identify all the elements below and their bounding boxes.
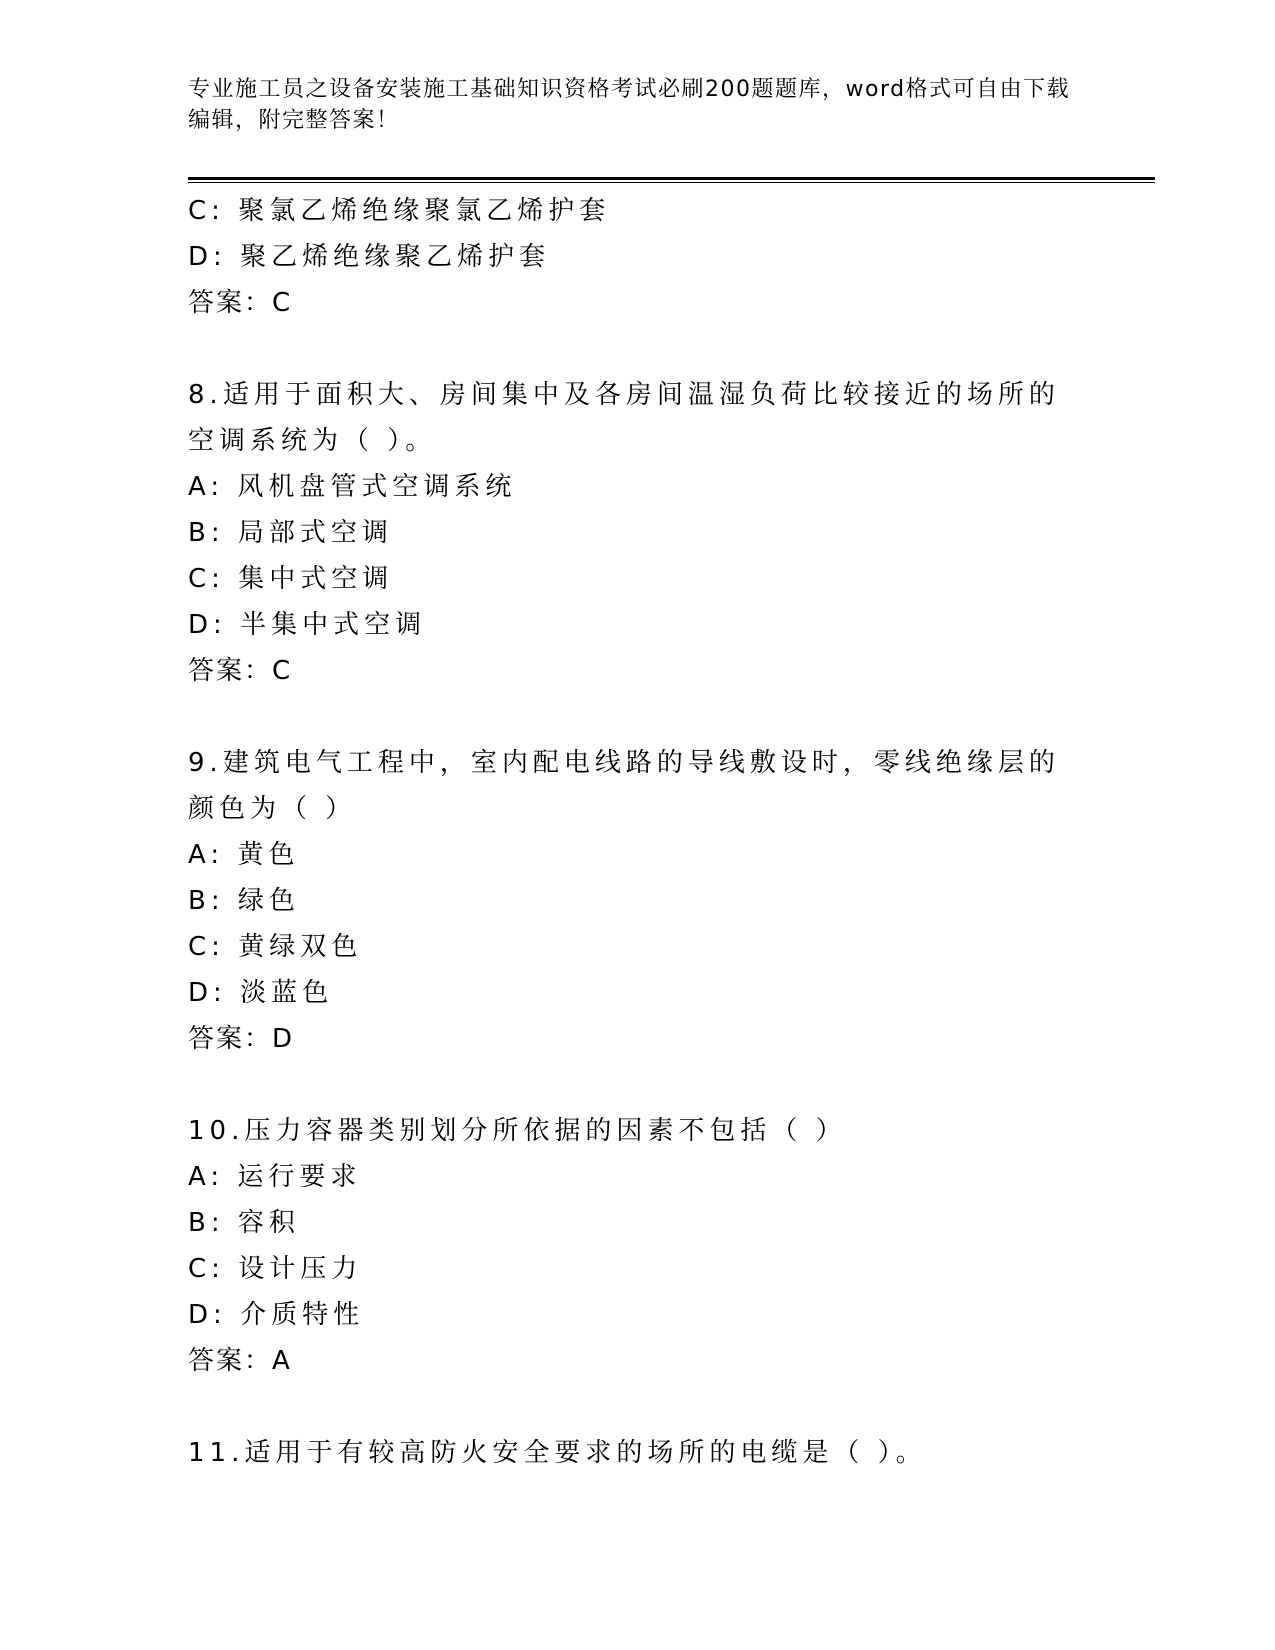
option-separator: : bbox=[210, 1162, 238, 1192]
option-key: C bbox=[188, 932, 212, 962]
answer-line: 答案：A bbox=[188, 1346, 292, 1376]
option-line bbox=[188, 878, 1088, 924]
option-key: C bbox=[188, 196, 212, 226]
option-line bbox=[188, 1200, 1088, 1246]
question-9 bbox=[188, 740, 1068, 832]
option-separator: : bbox=[211, 1254, 239, 1284]
option-separator: : bbox=[213, 978, 241, 1008]
option-text: 黄绿双色 bbox=[238, 932, 363, 962]
option-text: 绿色 bbox=[237, 886, 300, 916]
option-text: 介质特性 bbox=[240, 1300, 365, 1330]
option-key: A bbox=[188, 840, 211, 870]
option-key: A bbox=[188, 1162, 211, 1192]
question-text: 压力容器类别划分所依据的因素不包括（ ） bbox=[244, 1116, 847, 1146]
option-text: 聚氯乙烯绝缘聚氯乙烯护套 bbox=[238, 196, 611, 226]
option-line bbox=[188, 1246, 1088, 1292]
option-text: 集中式空调 bbox=[238, 564, 394, 594]
spacer bbox=[188, 694, 1088, 740]
header-divider-thick bbox=[188, 177, 1155, 180]
option-text: 风机盘管式空调系统 bbox=[237, 472, 517, 502]
question-8 bbox=[188, 372, 1068, 464]
option-key: D bbox=[188, 978, 214, 1008]
option-line bbox=[188, 556, 1088, 602]
option-text: 运行要求 bbox=[237, 1162, 362, 1192]
option-line bbox=[188, 188, 1088, 234]
option-text: 局部式空调 bbox=[237, 518, 393, 548]
option-separator: : bbox=[210, 1208, 238, 1238]
option-text: 半集中式空调 bbox=[240, 610, 427, 640]
option-text: 聚乙烯绝缘聚乙烯护套 bbox=[240, 242, 551, 272]
answer-line: 答案：C bbox=[188, 288, 293, 318]
option-key: D bbox=[188, 1300, 214, 1330]
option-text: 黄色 bbox=[237, 840, 300, 870]
option-separator: : bbox=[213, 610, 241, 640]
answer-line: 答案：C bbox=[188, 656, 293, 686]
option-line bbox=[188, 602, 1088, 648]
option-key: D bbox=[188, 242, 214, 272]
option-line bbox=[188, 234, 1088, 280]
option-text: 设计压力 bbox=[238, 1254, 363, 1284]
answer-line: 答案：D bbox=[188, 1024, 295, 1054]
option-key: C bbox=[188, 564, 212, 594]
option-separator: : bbox=[213, 1300, 241, 1330]
option-separator: : bbox=[210, 886, 238, 916]
question-text: 适用于有较高防火安全要求的场所的电缆是（ ）。 bbox=[244, 1438, 927, 1468]
question-number: 11. bbox=[188, 1438, 245, 1468]
page-header: 专业施工员之设备安装施工基础知识资格考试必刷200题题库，word格式可自由下载编辑，附完整答案！ bbox=[188, 77, 1071, 133]
question-number: 8. bbox=[188, 380, 223, 410]
option-separator: : bbox=[211, 196, 239, 226]
option-key: D bbox=[188, 610, 214, 640]
option-separator: : bbox=[210, 472, 238, 502]
option-key: B bbox=[188, 1208, 211, 1238]
option-key: B bbox=[188, 886, 211, 916]
option-line bbox=[188, 1292, 1088, 1338]
option-separator: : bbox=[210, 518, 238, 548]
option-line bbox=[188, 832, 1088, 878]
option-separator: : bbox=[210, 840, 238, 870]
option-text: 淡蓝色 bbox=[240, 978, 334, 1008]
question-11 bbox=[188, 1430, 1068, 1476]
option-key: B bbox=[188, 518, 211, 548]
spacer bbox=[188, 1062, 1088, 1108]
option-key: C bbox=[188, 1254, 212, 1284]
option-separator: : bbox=[211, 932, 239, 962]
option-text: 容积 bbox=[237, 1208, 300, 1238]
option-line bbox=[188, 510, 1088, 556]
option-separator: : bbox=[213, 242, 241, 272]
document-body bbox=[188, 188, 1088, 1476]
question-text: 建筑电气工程中，室内配电线路的导线敷设时，零线绝缘层的颜色为（ ） bbox=[188, 748, 1060, 824]
option-line bbox=[188, 1154, 1088, 1200]
question-text: 适用于面积大、房间集中及各房间温湿负荷比较接近的场所的空调系统为（ ）。 bbox=[188, 380, 1060, 456]
spacer bbox=[188, 1384, 1088, 1430]
option-line bbox=[188, 464, 1088, 510]
question-number: 10. bbox=[188, 1116, 245, 1146]
option-line bbox=[188, 970, 1088, 1016]
spacer bbox=[188, 326, 1088, 372]
option-separator: : bbox=[211, 564, 239, 594]
option-key: A bbox=[188, 472, 211, 502]
question-number: 9. bbox=[188, 748, 223, 778]
option-line bbox=[188, 924, 1088, 970]
header-divider-thin bbox=[188, 182, 1155, 183]
question-10 bbox=[188, 1108, 1068, 1154]
